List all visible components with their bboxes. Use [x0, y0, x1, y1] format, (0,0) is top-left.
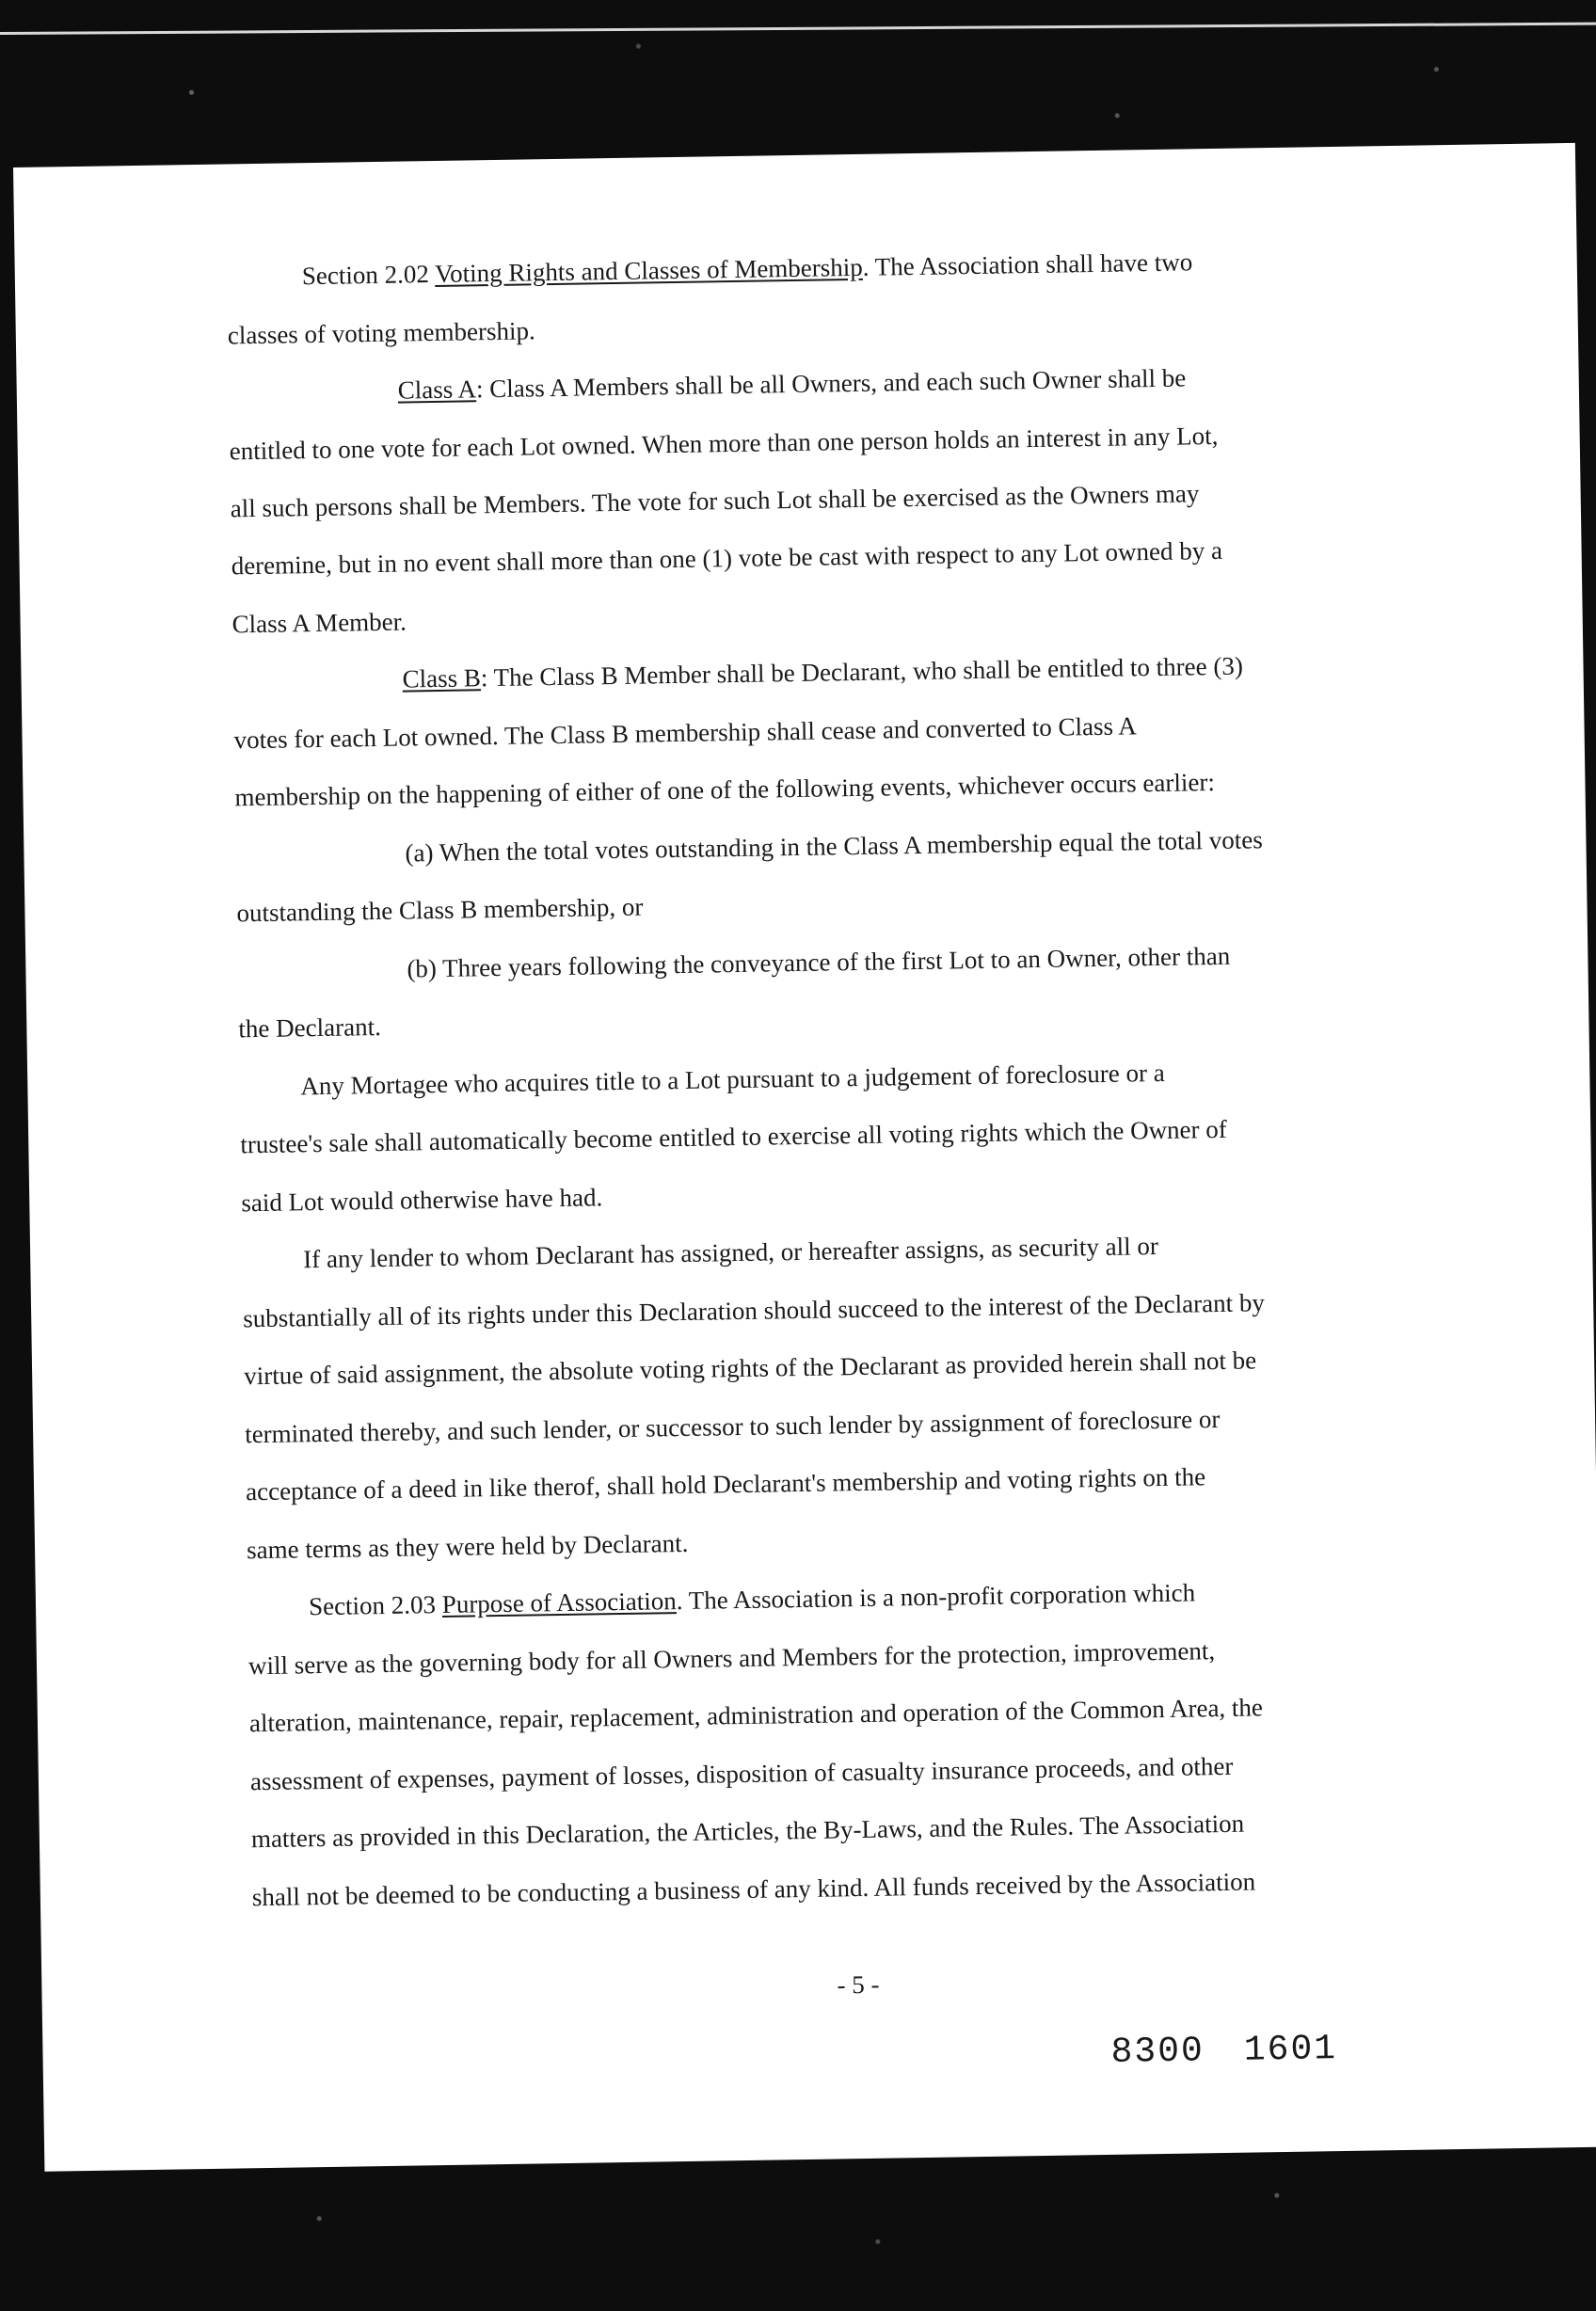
text-line	[228, 316, 535, 350]
text-line	[252, 1867, 1256, 1912]
text-line	[247, 1529, 689, 1565]
text-line	[238, 1012, 381, 1044]
text-run: same terms as they were held by Declarant.	[246, 1528, 689, 1565]
text-run: membership on the happening of either of one of the following events, whichever occurs earlier:	[234, 768, 1216, 812]
text-line	[231, 536, 1222, 582]
text-run: acceptance of a deed in like therof, shall hold Declarant's membership and voting rights on the	[245, 1462, 1206, 1506]
text-run: shall not be deemed to be conducting a business of any kind. All funds received by the Association	[251, 1867, 1256, 1912]
text-run: classes of voting membership.	[227, 316, 535, 350]
page-reference-number: 1601	[1243, 2029, 1338, 2071]
underlined-heading: Purpose of Association	[441, 1586, 677, 1619]
book-number: 8300	[1110, 2031, 1205, 2073]
text-line	[398, 363, 1187, 405]
text-run: Any Mortagee who acquires title to a Lot pursuant to a judgement of foreclosure or a	[300, 1058, 1165, 1101]
text-line	[230, 479, 1199, 523]
text-run: If any lender to whom Declarant has assigned, or hereafter assigns, as security all or	[303, 1232, 1159, 1274]
text-run: (a) When the total votes outstanding in the Class A membership equal the total votes	[405, 825, 1263, 868]
text-line	[243, 1288, 1265, 1333]
text-run: said Lot would otherwise have had.	[241, 1183, 603, 1218]
text-run: virtue of said assignment, the absolute voting rights of the Declarant as provided herein shall not be	[243, 1346, 1257, 1391]
text-line	[244, 1346, 1256, 1391]
text-line	[250, 1752, 1234, 1796]
text-run: Class A Member.	[231, 607, 407, 639]
text-run: the Declarant.	[238, 1012, 382, 1044]
text-run: (b) Three years following the conveyance of the first Lot to an Owner, other than	[407, 941, 1231, 983]
text-run: : Class A Members shall be all Owners, and each such Owner shall be	[475, 363, 1187, 404]
text-run: : The Class B Member shall be Declarant, who shall be entitled to three (3)	[480, 651, 1244, 693]
text-line	[251, 1809, 1245, 1855]
text-line	[234, 768, 1215, 812]
text-line	[248, 1636, 1216, 1681]
text-line	[246, 1462, 1205, 1506]
text-line	[302, 247, 1193, 291]
document-page	[13, 143, 1596, 2172]
text-run: Section 2.02	[301, 259, 436, 291]
document-reference-code	[1110, 2029, 1337, 2073]
text-run: matters as provided in this Declaration, the Articles, the By-Laws, and the Rules. The Association	[250, 1809, 1245, 1854]
text-run: terminated thereby, and such lender, or successor to such lender by assignment of foreclosure or	[244, 1405, 1221, 1449]
text-run: alteration, maintenance, repair, replacement, administration and operation of the Common Area, the	[248, 1693, 1264, 1738]
underlined-heading: Class A	[397, 375, 477, 405]
text-line	[309, 1578, 1196, 1621]
text-line	[245, 1405, 1221, 1449]
text-run: . The Association shall have two	[862, 247, 1193, 281]
text-line	[231, 607, 407, 639]
text-line	[402, 652, 1243, 694]
text-line	[407, 942, 1230, 984]
text-run: deremine, but in no event shall more than one (1) vote be cast with respect to any Lot owned by a	[231, 535, 1223, 581]
text-run: assessment of expenses, payment of losses, disposition of casualty insurance proceeds, and other	[249, 1751, 1234, 1796]
text-run: substantially all of its rights under this Declaration should succeed to the interest of the Declarant by	[243, 1288, 1266, 1333]
text-line	[249, 1693, 1263, 1738]
page-number: - 5 -	[837, 1969, 880, 2000]
text-run: Section 2.03	[308, 1590, 443, 1621]
text-line	[241, 1183, 602, 1218]
text-line	[230, 422, 1219, 467]
text-line	[236, 893, 643, 929]
text-run: trustee's sale shall automatically become entitled to exercise all voting rights which the Owner of	[240, 1114, 1227, 1159]
text-line	[405, 825, 1263, 868]
text-line	[240, 1115, 1227, 1159]
text-line	[300, 1059, 1165, 1101]
underlined-heading: Class B	[402, 663, 482, 693]
text-run: entitled to one vote for each Lot owned. When more than one person holds an interest in any Lot,	[229, 421, 1219, 466]
text-line	[303, 1232, 1158, 1274]
text-run: votes for each Lot owned. The Class B membership shall cease and converted to Class A	[233, 711, 1137, 755]
text-run: all such persons shall be Members. The vote for such Lot shall be exercised as the Owners may	[230, 479, 1200, 523]
text-line	[233, 711, 1137, 755]
text-run: will serve as the governing body for all Owners and Members for the protection, improvement,	[247, 1636, 1216, 1681]
text-run: outstanding the Class B membership, or	[236, 892, 644, 928]
text-run: . The Association is a non-profit corporation which	[676, 1578, 1196, 1616]
underlined-heading: Voting Rights and Classes of Membership	[434, 252, 864, 288]
